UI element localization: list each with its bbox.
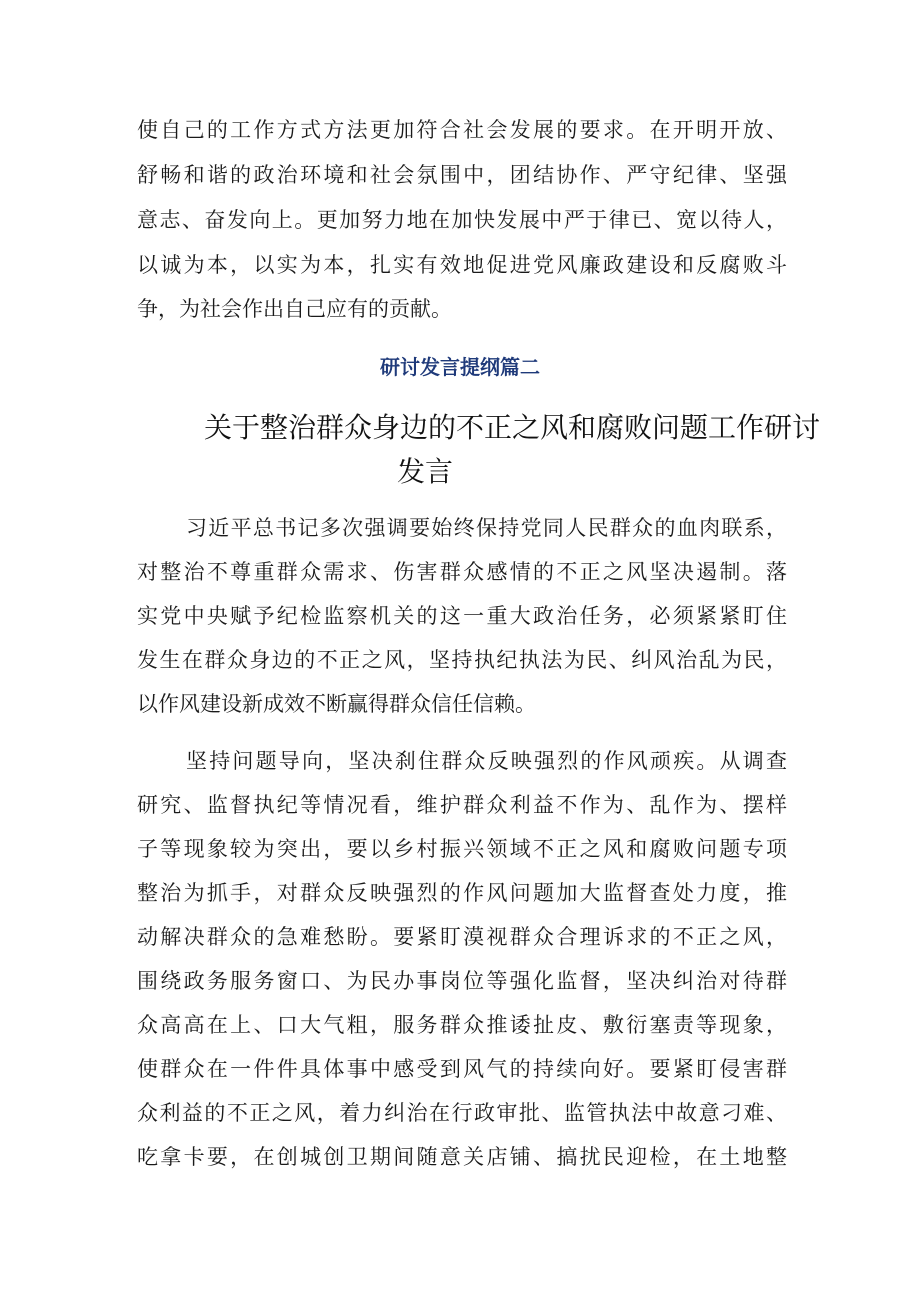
- text-line: 研究、监督执纪等情况看，维护群众利益不作为、乱作为、摆样: [137, 793, 787, 817]
- text-line: 习近平总书记多次强调要始终保持党同人民群众的血肉联系，: [186, 516, 787, 540]
- text-line: 围绕政务服务窗口、为民办事岗位等强化监督，坚决纠治对待群: [137, 969, 787, 993]
- text-line: 以作风建设新成效不断赢得群众信任信赖。: [137, 692, 536, 716]
- text-line: 众高高在上、口大气粗，服务群众推诿扯皮、敷衍塞责等现象，: [137, 1013, 787, 1037]
- text-line: 使自己的工作方式方法更加符合社会发展的要求。在开明开放、: [137, 118, 787, 142]
- text-line: 意志、奋发向上。更加努力地在加快发展中严于律已、宽以待人，: [137, 208, 787, 232]
- text-line: 以诚为本，以实为本，扎实有效地促进党风廉政建设和反腐败斗: [137, 253, 787, 277]
- title-line: 关于整治群众身边的不正之风和腐败问题工作研讨: [204, 411, 821, 444]
- title-line: 发言: [397, 455, 454, 488]
- text-line: 舒畅和谐的政治环境和社会氛围中，团结协作、严守纪律、坚强: [137, 163, 787, 187]
- text-line: 子等现象较为突出，要以乡村振兴领域不正之风和腐败问题专项: [137, 837, 787, 861]
- text-line: 发生在群众身边的不正之风，坚持执纪执法为民、纠风治乱为民，: [137, 648, 787, 672]
- text-line: 实党中央赋予纪检监察机关的这一重大政治任务，必须紧紧盯住: [137, 604, 787, 628]
- text-line: 吃拿卡要，在创城创卫期间随意关店铺、搞扰民迎检，在土地整: [137, 1145, 787, 1169]
- text-line: 对整治不尊重群众需求、伤害群众感情的不正之风坚决遏制。落: [137, 560, 787, 584]
- section-heading: 研讨发言提纲篇二: [380, 355, 540, 379]
- text-line: 争，为社会作出自己应有的贡献。: [137, 297, 452, 321]
- text-line: 使群众在一件件具体事中感受到风气的持续向好。要紧盯侵害群: [137, 1057, 787, 1081]
- text-line: 动解决群众的急难愁盼。要紧盯漠视群众合理诉求的不正之风，: [137, 925, 787, 949]
- text-line: 整治为抓手，对群众反映强烈的作风问题加大监督查处力度，推: [137, 881, 787, 905]
- text-line: 众利益的不正之风，着力纠治在行政审批、监管执法中故意刁难、: [137, 1101, 787, 1125]
- text-line: 坚持问题导向，坚决刹住群众反映强烈的作风顽疾。从调查: [186, 749, 787, 773]
